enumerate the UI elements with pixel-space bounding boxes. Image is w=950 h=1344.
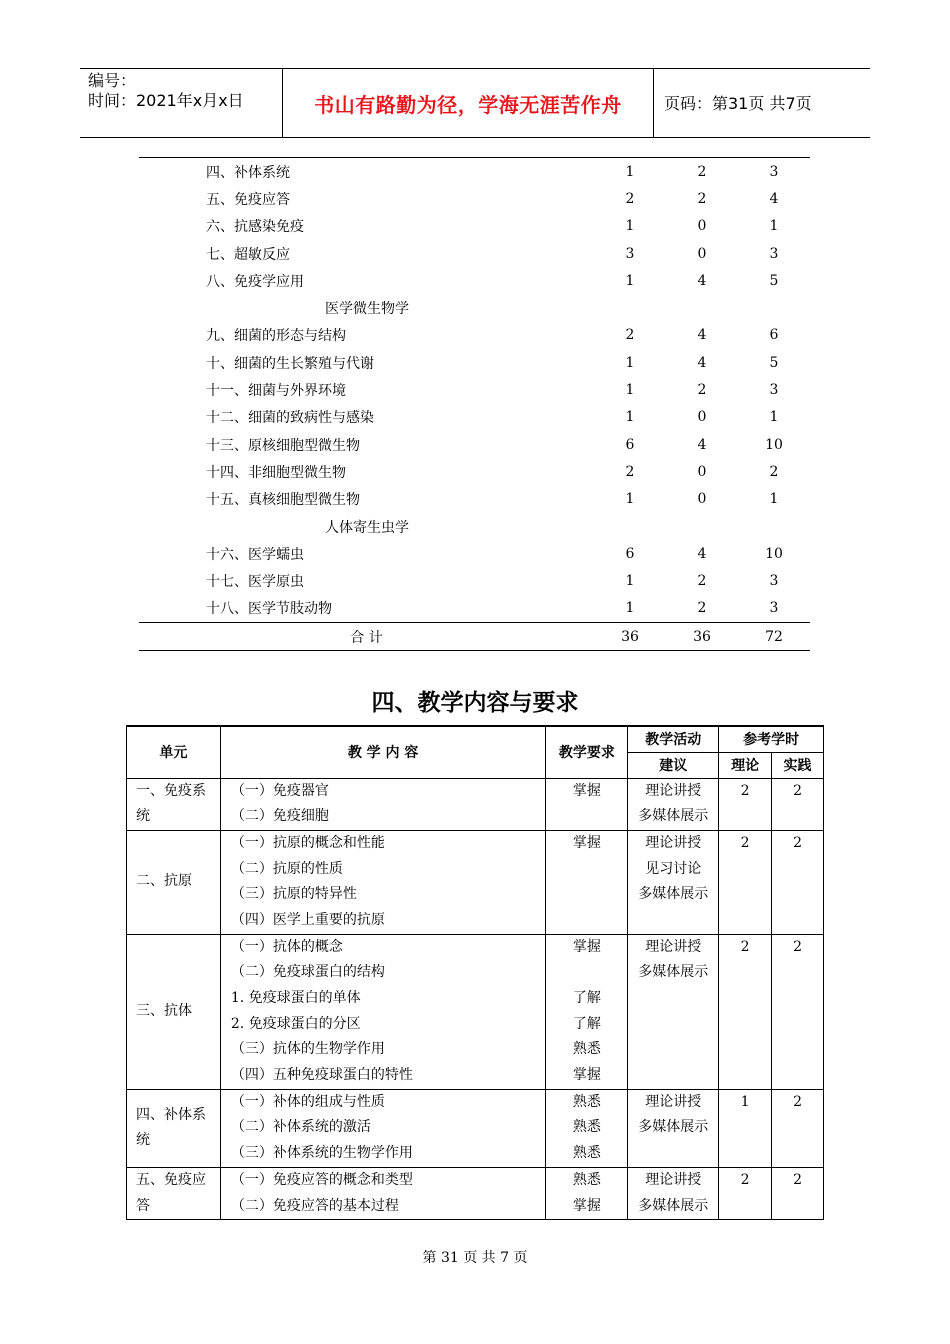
requirement-item: 熟悉 (572, 1171, 601, 1188)
practice-hours: 2 (697, 382, 707, 399)
practice-hours-cell (772, 1167, 824, 1219)
unit-row (127, 1167, 824, 1219)
practice-hours: 4 (697, 272, 707, 289)
header-content: 教 学 内 容 (220, 726, 546, 778)
practice-hours: 4 (697, 545, 707, 562)
practice-hours: 4 (697, 354, 707, 371)
total-hours: 2 (769, 463, 779, 480)
unit-row (127, 830, 824, 934)
requirement-item: 掌握 (572, 1067, 601, 1084)
requirement-cell (546, 778, 628, 830)
total-hours: 3 (738, 158, 810, 186)
hours-row (139, 540, 810, 567)
requirement-item: 熟悉 (572, 1119, 601, 1136)
unit-cell (127, 934, 221, 1089)
theory-hours-cell (719, 830, 772, 934)
content-item: （四）五种免疫球蛋白的特性 (230, 1067, 413, 1084)
theory-hours: 2 (625, 463, 635, 480)
activity-cell (628, 1167, 719, 1219)
activity-item: 多媒体展示 (638, 1197, 709, 1214)
requirement-item: 了解 (572, 990, 601, 1007)
chapter-name: 四、补体系统 (139, 158, 594, 186)
content-item: （一）补体的组成与性质 (230, 1093, 385, 1110)
requirement-item (546, 960, 627, 986)
document-number-label: 编号： (88, 71, 137, 90)
hours-row (139, 213, 810, 240)
theory-hours: 1 (740, 1093, 750, 1110)
header-theory: 理论 (719, 752, 772, 778)
theory-hours: 3 (625, 245, 635, 262)
requirement-item: 熟悉 (572, 1041, 601, 1058)
content-cell (220, 1089, 546, 1167)
activity-item: 理论讲授 (645, 782, 702, 799)
content-item: （一）免疫应答的概念和类型 (230, 1171, 413, 1188)
theory-hours-cell (719, 1089, 772, 1167)
unit-name-line: 五、免疫应 (136, 1171, 206, 1188)
hours-row (139, 158, 810, 186)
chapter-name: 十七、医学原虫 (206, 574, 304, 591)
total-label: 合 计 (139, 623, 594, 651)
theory-hours: 2 (740, 834, 750, 851)
unit-name-line: 一、免疫系 (136, 782, 206, 799)
theory-hours: 1 (625, 218, 635, 235)
header-hours: 参考学时 (719, 726, 824, 752)
chapter-name: 十五、真核细胞型微生物 (206, 492, 360, 509)
hours-row (139, 240, 810, 267)
content-item: （一）抗体的概念 (230, 938, 343, 955)
section-heading: 人体寄生虫学 (325, 519, 409, 536)
requirement-item: 熟悉 (572, 1145, 601, 1162)
header-page-info: 页码：第31页 共7页 (664, 94, 812, 113)
practice-hours-cell (772, 1089, 824, 1167)
activity-cell (628, 934, 719, 1089)
theory-hours: 2 (740, 938, 750, 955)
chapter-name: 八、免疫学应用 (206, 273, 304, 290)
unit-row (127, 934, 824, 1089)
total-hours: 3 (769, 245, 779, 262)
activity-item: 理论讲授 (645, 834, 702, 851)
requirement-item: 了解 (572, 1015, 601, 1032)
requirement-cell (546, 830, 628, 934)
activity-cell (628, 1089, 719, 1167)
theory-hours: 2 (740, 1171, 750, 1188)
hours-row (139, 486, 810, 513)
content-item: （一）抗原的概念和性能 (230, 834, 385, 851)
header-motto: 书山有路勤为径，学海无涯苦作舟 (282, 69, 654, 137)
practice-hours: 2 (697, 600, 707, 617)
total-hours: 4 (769, 190, 779, 207)
practice-hours: 2 (793, 1171, 802, 1188)
content-cell (220, 778, 546, 830)
hours-row (139, 349, 810, 376)
unit-cell (127, 1089, 221, 1167)
activity-item: 理论讲授 (645, 1093, 702, 1110)
practice-hours: 2 (793, 782, 802, 799)
theory-hours: 2 (625, 327, 635, 344)
total-row (139, 623, 810, 651)
requirement-item: 掌握 (572, 938, 601, 955)
theory-hours: 1 (625, 573, 635, 590)
requirement-item: 掌握 (572, 834, 601, 851)
total-practice: 36 (666, 623, 738, 651)
theory-hours: 6 (625, 436, 635, 453)
theory-hours: 1 (625, 491, 635, 508)
total-hours: 5 (769, 272, 779, 289)
theory-hours: 1 (625, 600, 635, 617)
chapter-name: 九、细菌的形态与结构 (206, 328, 346, 345)
activity-item: 多媒体展示 (638, 1119, 709, 1136)
total-hours: 1 (769, 218, 779, 235)
hours-row (139, 458, 810, 485)
total-hours: 5 (769, 354, 779, 371)
requirement-cell (546, 934, 628, 1089)
content-item: 2. 免疫球蛋白的分区 (230, 1015, 361, 1032)
total-hours: 3 (769, 382, 779, 399)
hours-row (139, 376, 810, 403)
content-cell (220, 934, 546, 1089)
content-item: （二）免疫细胞 (230, 808, 329, 825)
section-title: 四、教学内容与要求 (371, 690, 579, 716)
theory-hours-cell (719, 934, 772, 1089)
chapter-name: 五、免疫应答 (206, 191, 290, 208)
section-heading: 医学微生物学 (325, 301, 409, 318)
section-row (139, 513, 810, 540)
theory-hours-cell (719, 1167, 772, 1219)
content-item: （三）抗原的特异性 (230, 886, 357, 903)
chapter-name: 十四、非细胞型微生物 (206, 464, 346, 481)
practice-hours: 2 (666, 158, 738, 186)
hours-row (139, 404, 810, 431)
practice-hours: 0 (697, 409, 707, 426)
theory-hours: 1 (625, 382, 635, 399)
practice-hours: 4 (697, 436, 707, 453)
theory-hours: 2 (625, 190, 635, 207)
requirement-item: 掌握 (572, 782, 601, 799)
unit-cell (127, 778, 221, 830)
requirement-cell (546, 1167, 628, 1219)
hours-row (139, 595, 810, 623)
total-theory: 36 (594, 623, 666, 651)
unit-cell (127, 1167, 221, 1219)
activity-cell (628, 830, 719, 934)
content-item: （二）抗原的性质 (230, 860, 343, 877)
hours-row (139, 185, 810, 212)
total-hours: 10 (765, 436, 783, 453)
content-item: （三）抗体的生物学作用 (230, 1041, 385, 1058)
total-hours: 3 (769, 573, 779, 590)
hours-table (139, 157, 810, 651)
theory-hours: 1 (625, 409, 635, 426)
practice-hours: 2 (793, 938, 802, 955)
unit-name-line: 答 (136, 1197, 150, 1214)
practice-hours-cell (772, 934, 824, 1089)
activity-item: 见习讨论 (645, 860, 702, 877)
total-hours: 10 (765, 545, 783, 562)
practice-hours-cell (772, 778, 824, 830)
content-item: （四）医学上重要的抗原 (230, 911, 385, 928)
chapter-name: 十二、细菌的致病性与感染 (206, 410, 374, 427)
practice-hours: 4 (697, 327, 707, 344)
practice-hours: 2 (697, 190, 707, 207)
unit-cell (127, 830, 221, 934)
chapter-name: 七、超敏反应 (206, 246, 290, 263)
page-footer: 第 31 页 共 7 页 (422, 1250, 528, 1266)
content-item: （二）免疫球蛋白的结构 (230, 964, 385, 981)
page-header (80, 68, 870, 138)
activity-cell (628, 778, 719, 830)
total-hours: 6 (769, 327, 779, 344)
requirement-item: 熟悉 (572, 1093, 601, 1110)
total-hours: 3 (769, 600, 779, 617)
content-item: （二）补体系统的激活 (230, 1119, 371, 1136)
activity-item: 理论讲授 (645, 938, 702, 955)
practice-hours: 0 (697, 218, 707, 235)
content-cell (220, 830, 546, 934)
content-item: 1. 免疫球蛋白的单体 (230, 990, 361, 1007)
chapter-name: 十六、医学蠕虫 (206, 546, 304, 563)
activity-item: 理论讲授 (645, 1171, 702, 1188)
practice-hours: 0 (697, 245, 707, 262)
unit-row (127, 778, 824, 830)
unit-name-line: 统 (136, 1132, 150, 1149)
content-table (126, 725, 824, 1220)
practice-hours: 2 (793, 834, 802, 851)
hours-row (139, 567, 810, 594)
document-time: 时间：2021年x月x日 (88, 91, 244, 110)
requirement-item: 掌握 (572, 1197, 601, 1214)
theory-hours: 1 (625, 354, 635, 371)
activity-item: 多媒体展示 (638, 808, 709, 825)
theory-hours-cell (719, 778, 772, 830)
chapter-name: 十三、原核细胞型微生物 (206, 437, 360, 454)
chapter-name: 十八、医学节肢动物 (206, 601, 332, 618)
practice-hours: 0 (697, 463, 707, 480)
chapter-name: 十、细菌的生长繁殖与代谢 (206, 355, 374, 372)
header-requirement: 教学要求 (546, 726, 628, 778)
activity-item: 多媒体展示 (638, 964, 709, 981)
chapter-name: 十一、细菌与外界环境 (206, 383, 346, 400)
theory-hours: 1 (625, 272, 635, 289)
content-item: （一）免疫器官 (230, 782, 329, 799)
practice-hours: 2 (697, 573, 707, 590)
total-hours: 1 (769, 409, 779, 426)
practice-hours-cell (772, 830, 824, 934)
header-activity: 教学活动 (628, 726, 719, 752)
total-hours: 1 (769, 491, 779, 508)
hours-row (139, 322, 810, 349)
hours-row (139, 267, 810, 294)
content-cell (220, 1167, 546, 1219)
theory-hours: 1 (594, 158, 666, 186)
practice-hours: 2 (793, 1093, 802, 1110)
activity-item: 多媒体展示 (638, 886, 709, 903)
theory-hours: 6 (625, 545, 635, 562)
header-unit: 单元 (127, 726, 221, 778)
total-sum: 72 (738, 623, 810, 651)
header-practice: 实践 (772, 752, 824, 778)
practice-hours: 0 (697, 491, 707, 508)
chapter-name: 六、抗感染免疫 (206, 219, 304, 236)
unit-name-line: 统 (136, 808, 150, 825)
content-item: （三）补体系统的生物学作用 (230, 1145, 413, 1162)
header-meta (88, 71, 283, 111)
requirement-cell (546, 1089, 628, 1167)
unit-name-line: 二、抗原 (136, 873, 192, 890)
theory-hours: 2 (740, 782, 750, 799)
unit-name-line: 三、抗体 (136, 1002, 192, 1019)
unit-name-line: 四、补体系 (136, 1106, 206, 1123)
content-item: （二）免疫应答的基本过程 (230, 1197, 399, 1214)
section-row (139, 294, 810, 321)
hours-row (139, 431, 810, 458)
header-activity-suggest: 建议 (628, 752, 719, 778)
unit-row (127, 1089, 824, 1167)
